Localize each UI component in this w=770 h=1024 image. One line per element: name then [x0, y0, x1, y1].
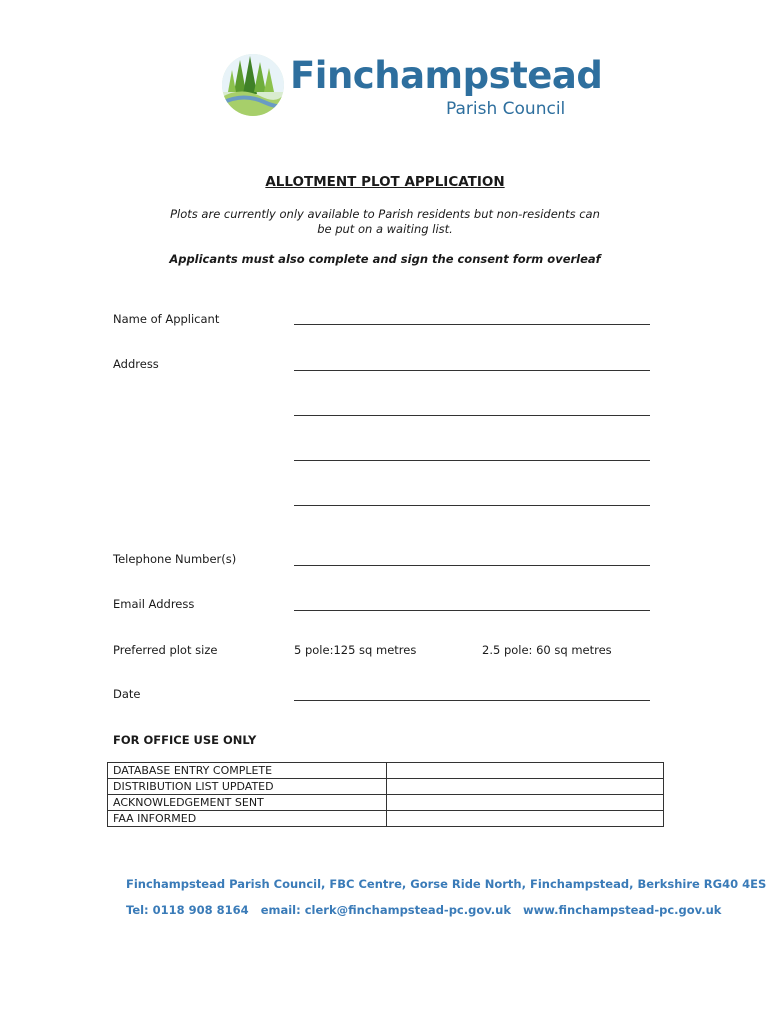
- office-item-label: DATABASE ENTRY COMPLETE: [108, 763, 387, 779]
- office-use-table: [107, 762, 664, 827]
- office-item-check-cell[interactable]: [387, 779, 664, 795]
- parish-council-logo: [220, 52, 603, 124]
- name-label: Name of Applicant: [113, 312, 220, 326]
- address-field-line-4[interactable]: [294, 505, 650, 506]
- form-title: ALLOTMENT PLOT APPLICATION: [265, 174, 505, 190]
- address-field-line-2[interactable]: [294, 415, 650, 416]
- office-item-label: DISTRIBUTION LIST UPDATED: [108, 779, 387, 795]
- table-row: [108, 811, 664, 827]
- table-row: [108, 763, 664, 779]
- tree-emblem-icon: [220, 52, 286, 118]
- address-field-line-3[interactable]: [294, 460, 650, 461]
- table-row: [108, 779, 664, 795]
- email-field[interactable]: [294, 610, 650, 611]
- footer-contact: Tel: 0118 908 8164 email: clerk@finchampstead-pc.gov.uk www.finchampstead-pc.gov.uk: [126, 903, 722, 917]
- telephone-label: Telephone Number(s): [113, 552, 237, 566]
- date-label: Date: [113, 687, 141, 701]
- consent-note: Applicants must also complete and sign the consent form overleaf: [169, 252, 601, 266]
- plot-option-2-5-pole[interactable]: 2.5 pole: 60 sq metres: [482, 643, 612, 657]
- address-label: Address: [113, 357, 159, 371]
- date-field[interactable]: [294, 700, 650, 701]
- office-item-check-cell[interactable]: [387, 795, 664, 811]
- footer-address: Finchampstead Parish Council, FBC Centre, Gorse Ride North, Finchampstead, Berkshire RG40 4ES: [126, 877, 767, 891]
- name-field[interactable]: [294, 324, 650, 325]
- table-row: [108, 795, 664, 811]
- intro-line-2: be put on a waiting list.: [317, 222, 453, 236]
- intro-line-1: Plots are currently only available to Parish residents but non-residents can: [170, 207, 600, 221]
- plot-size-label: Preferred plot size: [113, 643, 218, 657]
- logo-title: Finchampstead: [290, 54, 603, 97]
- office-item-label: FAA INFORMED: [108, 811, 387, 827]
- telephone-field[interactable]: [294, 565, 650, 566]
- office-use-heading: FOR OFFICE USE ONLY: [113, 733, 257, 747]
- office-item-check-cell[interactable]: [387, 763, 664, 779]
- plot-option-5-pole[interactable]: 5 pole:125 sq metres: [294, 643, 417, 657]
- office-item-label: ACKNOWLEDGEMENT SENT: [108, 795, 387, 811]
- office-item-check-cell[interactable]: [387, 811, 664, 827]
- intro-text: [160, 207, 610, 237]
- email-label: Email Address: [113, 597, 195, 611]
- logo-subtitle: Parish Council: [446, 99, 566, 119]
- address-field-line-1[interactable]: [294, 370, 650, 371]
